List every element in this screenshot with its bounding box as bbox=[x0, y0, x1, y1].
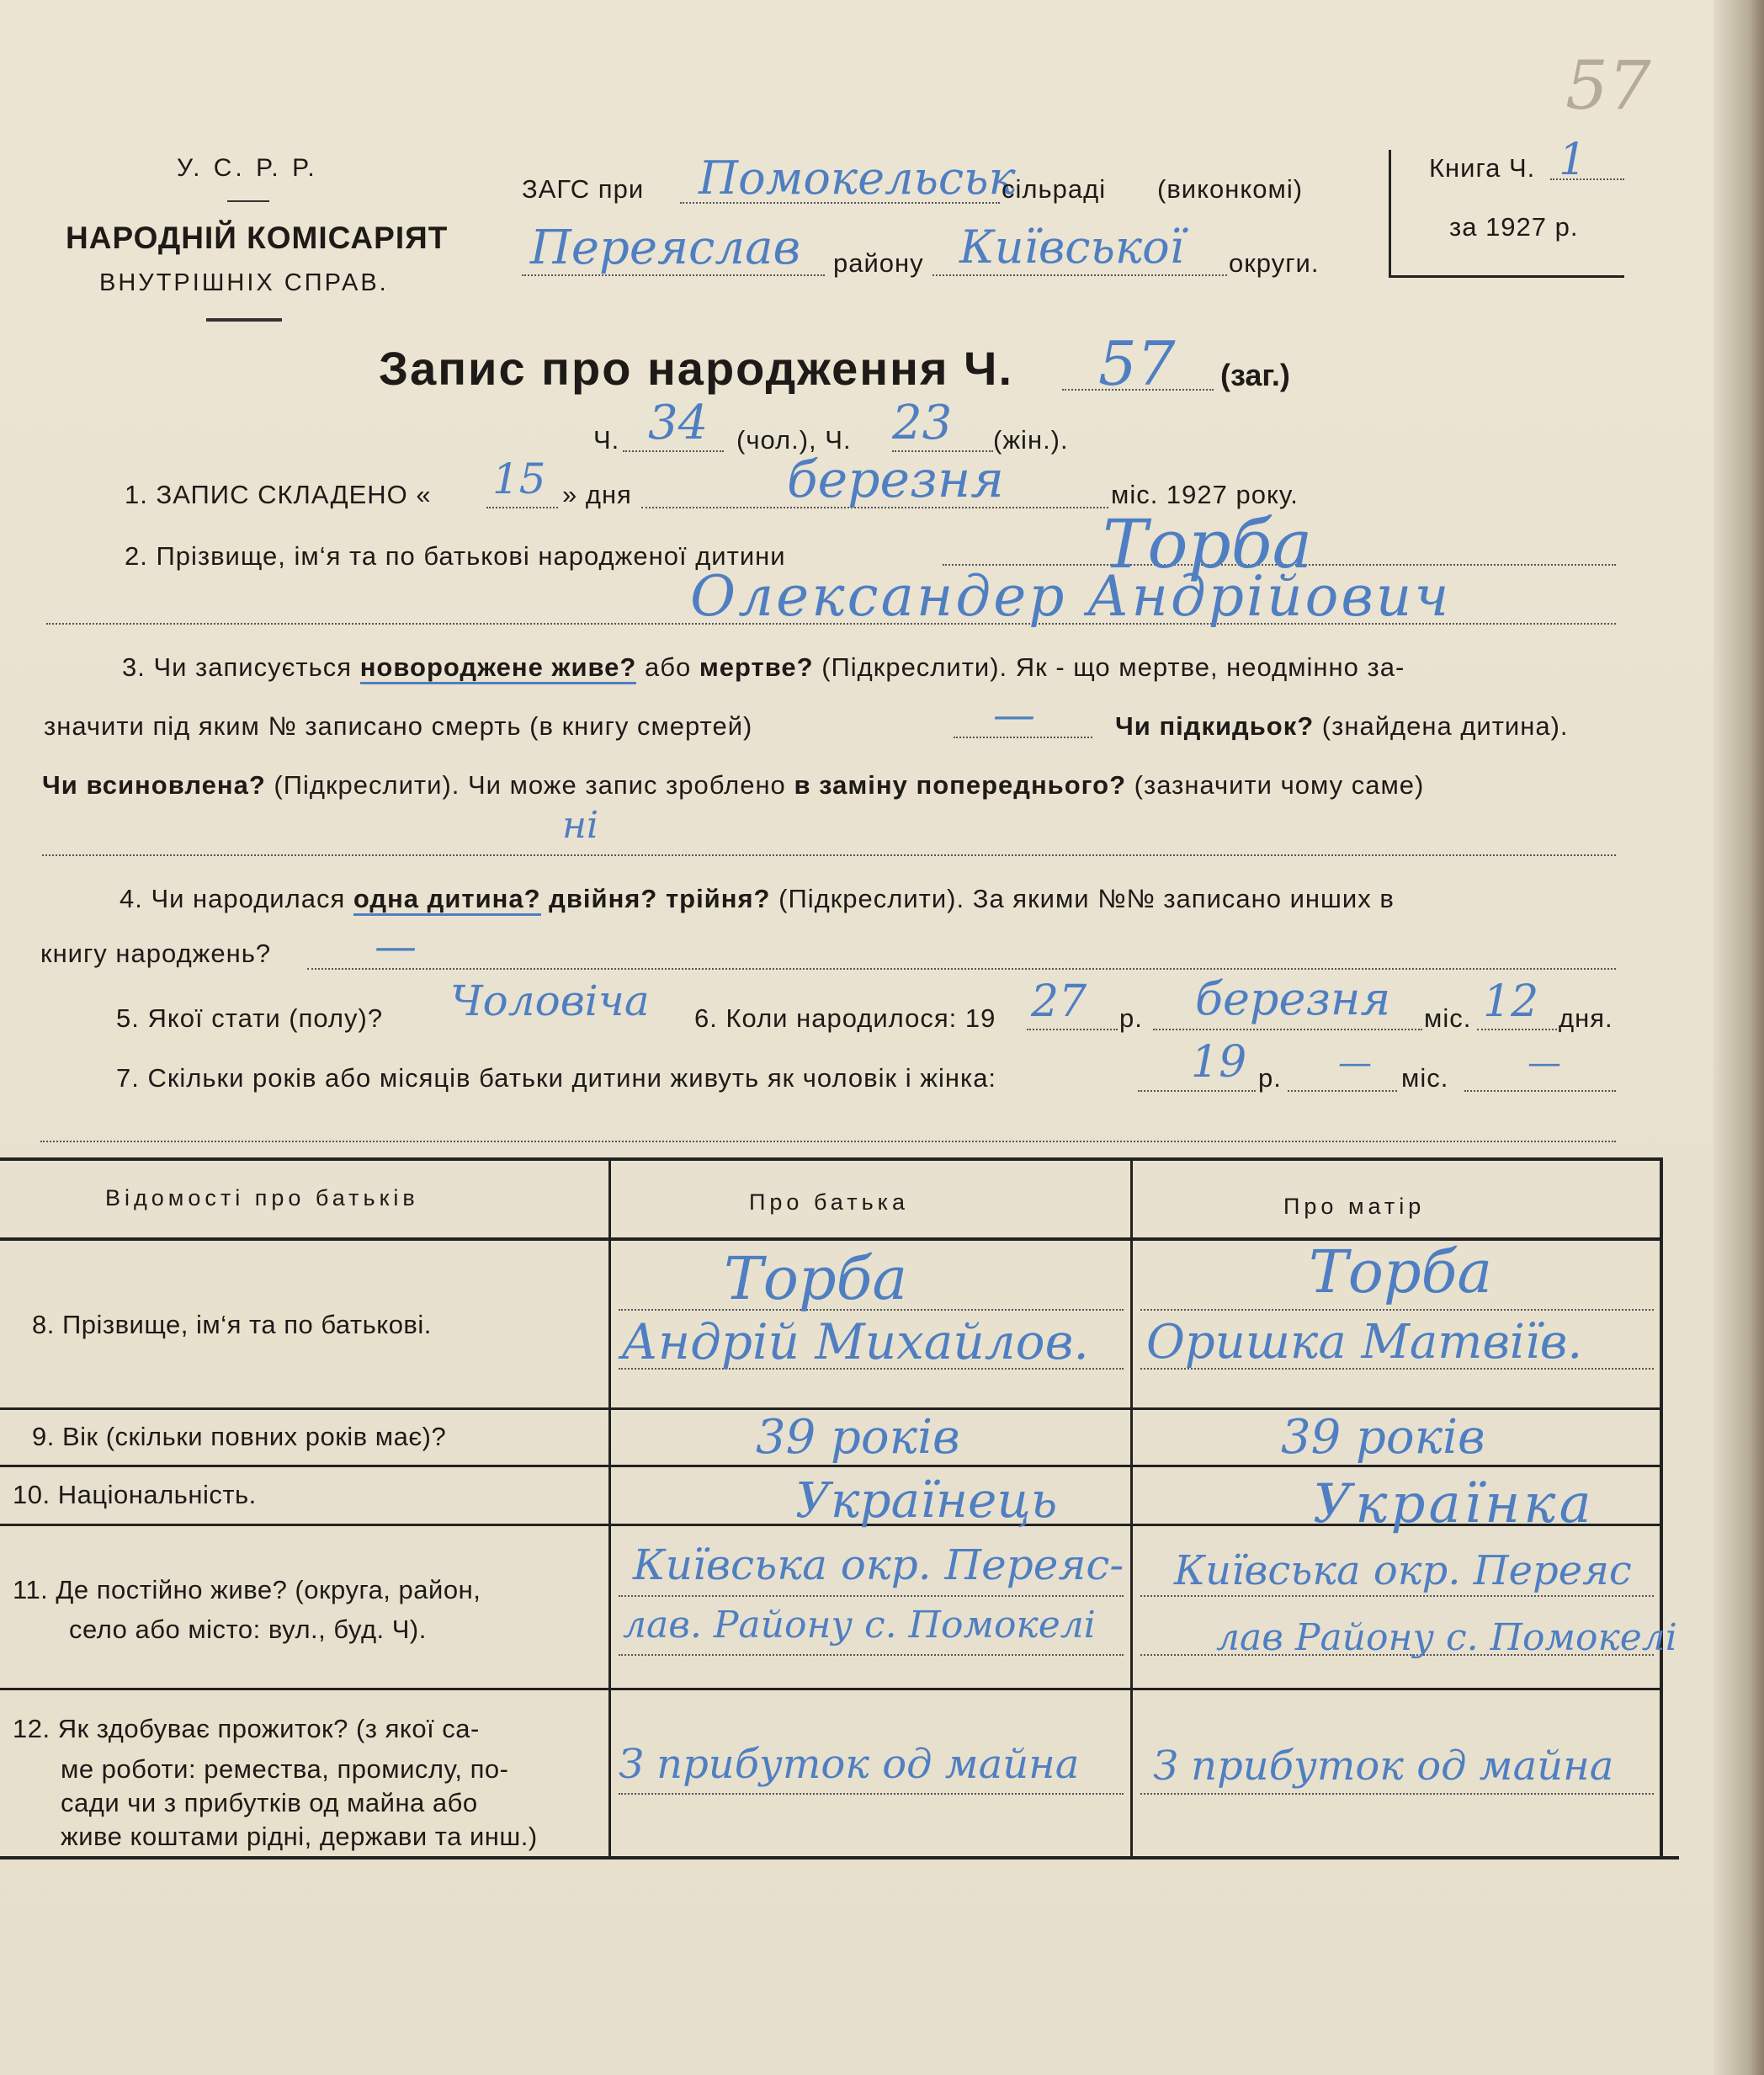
row-label-income-4: живе коштами рідні, держави та инш.) bbox=[61, 1822, 538, 1851]
row-dots bbox=[1140, 1309, 1654, 1311]
q3-text: або bbox=[644, 652, 692, 682]
q3-line1 bbox=[122, 652, 1405, 683]
okruga-label: округи. bbox=[1229, 248, 1320, 278]
q6-r-label: р. bbox=[1119, 1003, 1143, 1033]
q3-adopted-option: Чи всиновлена? bbox=[42, 770, 266, 800]
record-title: Запис про народження Ч. bbox=[379, 342, 1014, 395]
q1-day-value: 15 bbox=[492, 455, 546, 503]
book-box-border bbox=[1389, 150, 1391, 278]
q7-label: 7. Скільки років або місяців батьки дитини живуть як чоловік і жінка: bbox=[116, 1063, 997, 1093]
q6-month-value: березня bbox=[1195, 972, 1391, 1025]
table-header-mother: Про матір bbox=[1283, 1194, 1426, 1219]
q3-line3 bbox=[42, 770, 1424, 801]
council-label: сільраді bbox=[1002, 174, 1107, 204]
q6-dnia-label: дня. bbox=[1559, 1003, 1613, 1033]
q6-year-line bbox=[1027, 1029, 1118, 1030]
male-no-line bbox=[623, 450, 724, 452]
commissariat-title: НАРОДНІЙ КОМІСАРІЯТ bbox=[66, 221, 449, 255]
q4-text: 4. Чи народилася bbox=[120, 884, 346, 913]
row-dots bbox=[1140, 1595, 1654, 1597]
book-number-value: 1 bbox=[1559, 135, 1587, 185]
q3-text: (Підкреслити). Як - що мертве, неодмінно за- bbox=[821, 652, 1405, 682]
mother-age: 39 років bbox=[1281, 1410, 1485, 1465]
q4-single-option: одна дитина? bbox=[353, 884, 541, 916]
q6-mis-label: міс. bbox=[1424, 1003, 1472, 1033]
q3-text: (знайдена дитина). bbox=[1321, 711, 1569, 741]
table-border bbox=[0, 1688, 1662, 1690]
q4-text: (Підкреслити). За якими №№ записано инших в bbox=[778, 884, 1395, 913]
row-label-age: 9. Вік (скільки повних років має)? bbox=[32, 1422, 447, 1451]
father-age: 39 років bbox=[756, 1410, 960, 1465]
q6-label: 6. Коли народилося: 19 bbox=[694, 1003, 996, 1033]
department-name: ВНУТРІШНІХ СПРАВ. bbox=[99, 269, 389, 296]
row-label-residence: 11. Де постійно живе? (округа, район, bbox=[13, 1575, 481, 1604]
zags-prefix: ЗАГС при bbox=[522, 174, 645, 204]
table-border bbox=[608, 1157, 611, 1859]
row-label-nationality: 10. Національність. bbox=[13, 1480, 257, 1509]
mother-residence-1: Київська окр. Переяс bbox=[1174, 1547, 1632, 1594]
book-box-border bbox=[1389, 275, 1624, 278]
record-number-value: 57 bbox=[1098, 328, 1176, 399]
record-title-suffix: (заг.) bbox=[1220, 358, 1290, 392]
row-label-residence-2: село або місто: вул., буд. Ч). bbox=[69, 1615, 427, 1644]
row-dots bbox=[619, 1595, 1124, 1597]
q3-line2 bbox=[44, 711, 752, 742]
mother-income: З прибуток од майна bbox=[1153, 1742, 1614, 1790]
q3-text: (Підкреслити). Чи може запис зроблено bbox=[274, 770, 786, 800]
q7-years-line bbox=[1138, 1090, 1256, 1092]
q4-answer-value: — bbox=[375, 922, 417, 971]
row-label-name: 8. Прізвище, ім‘я та по батькові. bbox=[32, 1310, 432, 1339]
village-value: Помокельськ bbox=[699, 152, 1016, 205]
table-border bbox=[0, 1465, 1662, 1467]
q6-year-value: 27 bbox=[1031, 976, 1087, 1027]
table-header-father: Про батька bbox=[749, 1189, 910, 1215]
q5-sex-value: Чоловіча bbox=[450, 976, 650, 1025]
mother-residence-2: лав Району с. Помокелі bbox=[1216, 1616, 1677, 1659]
q7-extra-line bbox=[40, 1141, 1616, 1142]
father-residence-2: лав. Району с. Помокелі bbox=[623, 1604, 1096, 1647]
row-dots bbox=[1140, 1793, 1654, 1795]
q3-text: 3. Чи записується bbox=[122, 652, 353, 682]
q4-line1 bbox=[120, 884, 1395, 914]
q4-line bbox=[307, 968, 1616, 970]
divider bbox=[206, 318, 282, 322]
female-no-suffix: (жін.). bbox=[993, 425, 1069, 455]
q4-line2: книгу народжень? bbox=[40, 939, 272, 968]
q1-label: 1. ЗАПИС СКЛАДЕНО « bbox=[125, 480, 432, 509]
executive-label: (виконкомі) bbox=[1157, 174, 1304, 204]
mother-name: Оришка Матвіїв. bbox=[1146, 1315, 1583, 1370]
q3-text: (зазначити чому саме) bbox=[1134, 770, 1425, 800]
state-abbrev: У. С. Р. Р. bbox=[177, 154, 318, 182]
male-no-label: Ч. bbox=[593, 425, 620, 455]
male-no-suffix: (чол.), Ч. bbox=[736, 425, 852, 455]
q3-replacement-option: в заміну попереднього? bbox=[794, 770, 1127, 800]
okruga-value: Київської bbox=[959, 221, 1184, 274]
q3-answer-value: ні bbox=[562, 804, 599, 847]
row-dots bbox=[619, 1793, 1124, 1795]
father-surname: Торба bbox=[724, 1244, 908, 1313]
q1-day-line bbox=[486, 507, 558, 508]
q3-foundling-option: Чи підкидьок? bbox=[1115, 711, 1315, 741]
q1-day-label: » дня bbox=[562, 480, 632, 509]
q7-years-value: 19 bbox=[1191, 1037, 1247, 1088]
q6-day-line bbox=[1477, 1029, 1557, 1030]
q1-month-value: березня bbox=[787, 450, 1005, 509]
q3-line2-b bbox=[1115, 711, 1569, 742]
q7-mis-label: міс. bbox=[1401, 1063, 1449, 1093]
mother-surname: Торба bbox=[1309, 1237, 1493, 1306]
district-label: району bbox=[833, 248, 924, 278]
father-income: З прибуток од майна bbox=[619, 1741, 1080, 1788]
female-no-value: 23 bbox=[892, 396, 953, 450]
q7-months-value-2: — bbox=[1528, 1044, 1561, 1083]
q7-months-line-2 bbox=[1464, 1090, 1616, 1092]
q3-dead-option: мертве? bbox=[699, 652, 814, 682]
q3-answer-line bbox=[42, 854, 1616, 856]
table-border bbox=[1130, 1157, 1133, 1859]
table-header-info: Відомості про батьків bbox=[105, 1185, 419, 1210]
q3-text: значити під яким № записано смерть (в книгу смертей) bbox=[44, 711, 753, 741]
page-number: 57 bbox=[1565, 46, 1651, 125]
q4-triplets-option: трійня? bbox=[665, 884, 771, 913]
table-border bbox=[0, 1157, 1662, 1161]
q7-months-value: — bbox=[1338, 1044, 1372, 1083]
father-nationality: Українець bbox=[795, 1471, 1058, 1529]
okruga-line bbox=[932, 274, 1227, 276]
page-fold-edge bbox=[1714, 0, 1764, 2075]
father-residence-1: Київська окр. Переяс- bbox=[633, 1540, 1124, 1589]
row-dots bbox=[619, 1654, 1124, 1656]
divider bbox=[227, 200, 269, 202]
q1-end: міс. 1927 року. bbox=[1111, 480, 1299, 509]
q2-label: 2. Прізвище, ім‘я та по батькові народженої дитини bbox=[125, 541, 786, 571]
q3-death-no-value: — bbox=[993, 690, 1035, 739]
q4-twins-option: двійня? bbox=[549, 884, 658, 913]
q2-surname-value: Торба bbox=[1102, 505, 1313, 583]
q7-r-label: р. bbox=[1258, 1063, 1282, 1093]
q6-month-line bbox=[1153, 1029, 1422, 1030]
q2-name-value: Олександер Андрійович bbox=[690, 564, 1452, 629]
row-label-income-3: сади чи з прибутків од майна або bbox=[61, 1788, 478, 1817]
father-name: Андрій Михайлов. bbox=[621, 1313, 1089, 1370]
row-label-income-1: 12. Як здобуває прожиток? (з якої са- bbox=[13, 1714, 480, 1743]
book-year: за 1927 р. bbox=[1449, 212, 1579, 242]
table-border bbox=[1660, 1157, 1663, 1859]
male-no-value: 34 bbox=[648, 396, 709, 450]
q7-months-line bbox=[1288, 1090, 1397, 1092]
mother-nationality: Українка bbox=[1313, 1473, 1595, 1535]
row-label-income-2: ме роботи: ремества, промислу, по- bbox=[61, 1754, 509, 1784]
book-label: Книга Ч. bbox=[1429, 153, 1536, 183]
q6-day-value: 12 bbox=[1483, 976, 1539, 1027]
district-value: Переяслав bbox=[530, 221, 801, 275]
q3-alive-option: новороджене живе? bbox=[360, 652, 637, 684]
q5-label: 5. Якої стати (полу)? bbox=[116, 1003, 384, 1033]
